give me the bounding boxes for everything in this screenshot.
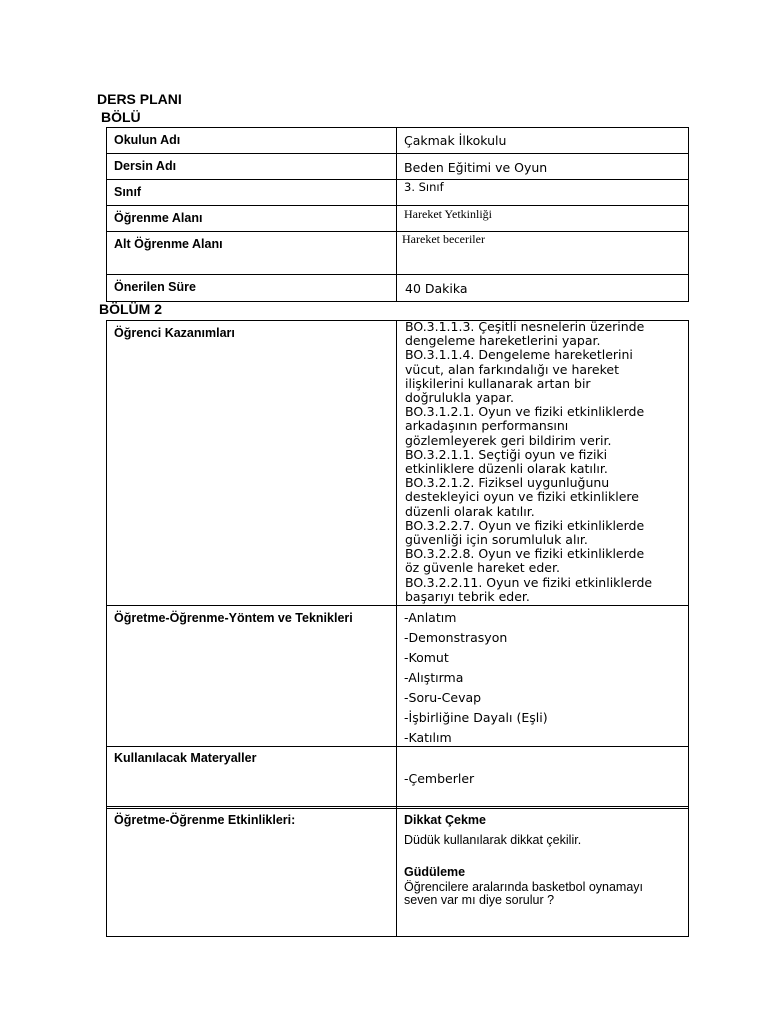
kazanim-line: BO.3.2.1.1. Seçtiği oyun ve fiziki (405, 446, 608, 462)
document-title: DERS PLANI (97, 91, 182, 107)
kazanim-line: başarıyı tebrik eder. (405, 588, 530, 604)
kazanimlar-list (405, 320, 685, 604)
gudule-heading: Güdüleme (404, 865, 466, 879)
kazanim-line: ilişkilerini kullanarak artan bir (405, 375, 591, 391)
kazanim-line: destekleyici oyun ve fiziki etkinliklere (405, 489, 639, 505)
kazanim-line: BO.3.2.2.11. Oyun ve fiziki etkinliklerde (405, 574, 653, 590)
kazanim-line: düzenli olarak katılır. (405, 503, 535, 519)
yontem-item: -Komut (404, 650, 449, 665)
dikkat-text: Düdük kullanılarak dikkat çekilir. (404, 833, 582, 847)
row-value-dersin-adi: Beden Eğitimi ve Oyun (404, 160, 548, 175)
section-2-heading: BÖLÜM 2 (99, 301, 162, 317)
materyal-value: -Çemberler (404, 771, 475, 786)
kazanim-line: BO.3.2.1.2. Fiziksel uygunluğunu (405, 475, 610, 491)
kazanim-line: BO.3.1.1.4. Dengeleme hareketlerini (405, 347, 633, 363)
materyal-label: Kullanılacak Materyaller (114, 751, 257, 765)
etkinlik-label: Öğretme-Öğrenme Etkinlikleri: (114, 813, 296, 827)
row-value-alt-ogrenme-alani: Hareket beceriler (402, 232, 485, 246)
kazanim-line: BO.3.2.2.7. Oyun ve fiziki etkinliklerde (405, 517, 645, 533)
kazanim-line: BO.3.2.2.8. Oyun ve fiziki etkinliklerde (405, 546, 645, 562)
kazanim-line: etkinliklere düzenli olarak katılır. (405, 461, 608, 477)
dikkat-heading: Dikkat Çekme (404, 813, 486, 827)
kazanim-line: BO.3.1.1.3. Çeşitli nesnelerin üzerinde (405, 319, 645, 334)
section-1-heading: BÖLÜ (101, 109, 141, 125)
row-value-sinif: 3. Sınıf (404, 180, 444, 194)
kazanim-line: öz güvenle hareket eder. (405, 560, 560, 576)
kazanim-line: vücut, alan farkındalığı ve hareket (405, 361, 619, 377)
row-label-ogrenme-alani: Öğrenme Alanı (114, 211, 203, 225)
kazanim-line: gözlemleyerek geri bildirim verir. (405, 432, 612, 448)
yontem-item: -Katılım (404, 730, 452, 745)
row-label-alt-ogrenme-alani: Alt Öğrenme Alanı (114, 237, 223, 251)
gudule-line: Öğrencilere aralarında basketbol oynamayı (404, 880, 644, 894)
kazanim-line: arkadaşının performansını (405, 418, 569, 434)
gudule-line: seven var mı diye sorulur ? (404, 893, 555, 907)
row-label-dersin-adi: Dersin Adı (114, 159, 177, 173)
kazanimlar-label: Öğrenci Kazanımları (114, 326, 235, 340)
yontem-label: Öğretme-Öğrenme-Yöntem ve Teknikleri (114, 611, 353, 625)
yontem-item: -İşbirliğine Dayalı (Eşli) (404, 710, 548, 725)
row-label-sinif: Sınıf (114, 185, 142, 199)
kazanim-line: dengeleme hareketlerini yapar. (405, 333, 601, 349)
kazanim-line: güvenliği için sorumluluk alır. (405, 532, 588, 548)
row-label-onerilen-sure: Önerilen Süre (114, 280, 196, 294)
yontem-item: -Anlatım (404, 610, 457, 625)
kazanim-line: BO.3.1.2.1. Oyun ve fiziki etkinliklerde (405, 404, 645, 420)
yontem-item: -Alıştırma (404, 670, 464, 685)
row-value-ogrenme-alani: Hareket Yetkinliği (404, 207, 492, 221)
row-label-okulun-adi: Okulun Adı (114, 133, 181, 147)
yontem-item: -Soru-Cevap (404, 690, 482, 705)
kazanim-line: doğrulukla yapar. (405, 390, 514, 406)
row-value-okulun-adi: Çakmak İlkokulu (404, 133, 507, 148)
yontem-item: -Demonstrasyon (404, 630, 508, 645)
row-value-onerilen-sure: 40 Dakika (405, 281, 468, 296)
